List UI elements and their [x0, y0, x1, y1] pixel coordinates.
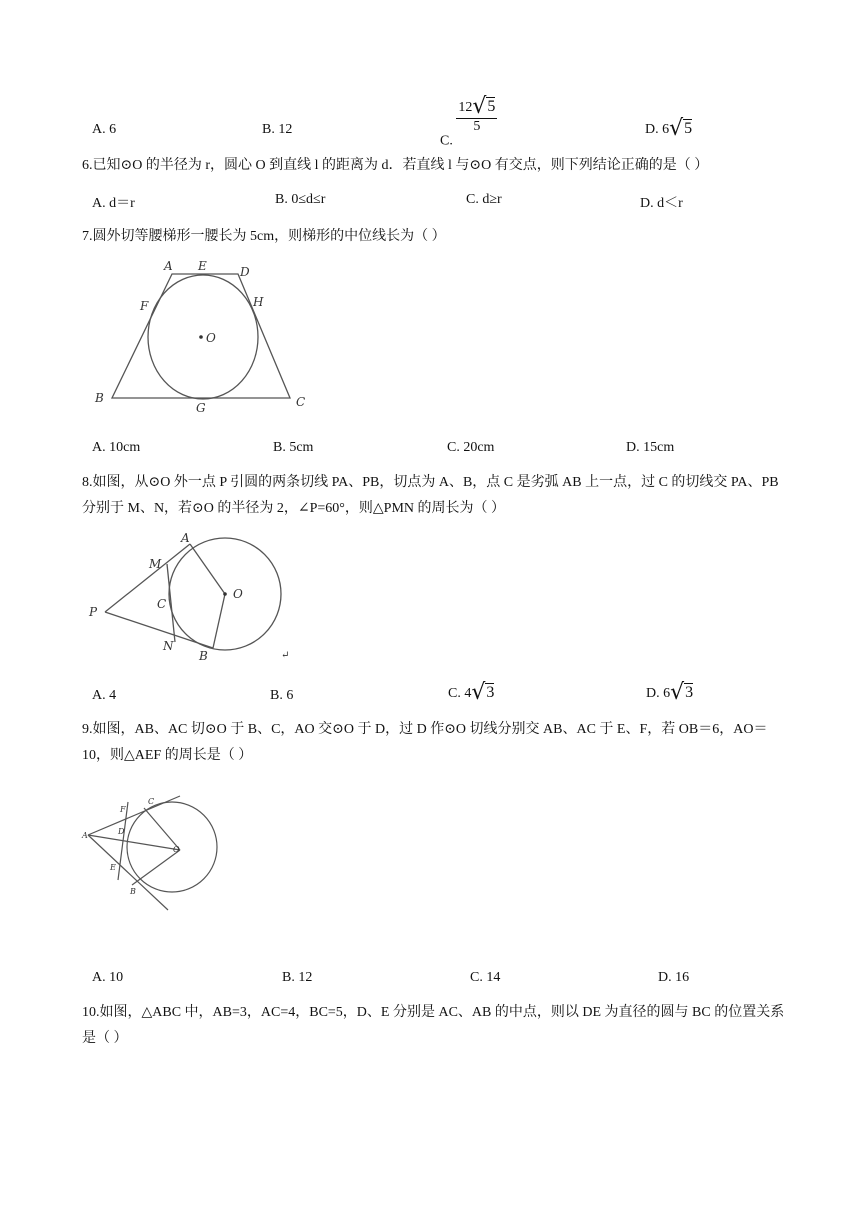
q5-c-numerator: 12: [458, 100, 473, 115]
q7-label-g: G: [196, 401, 206, 415]
q8-label-o: O: [233, 587, 243, 601]
q8-d-radicand: 3: [685, 684, 694, 701]
q8-option-d: D. 6√3: [646, 680, 694, 705]
q8-figure: [85, 528, 305, 668]
q8-label-c: C: [157, 597, 167, 611]
q5-option-a: A. 6: [92, 122, 117, 137]
q7-label-d: D: [240, 265, 250, 279]
q7-label-f: F: [140, 299, 149, 313]
q8-label-a: A: [181, 531, 190, 545]
q9-figure: [80, 790, 240, 920]
q8-return-mark: ↵: [281, 650, 290, 661]
q9-label-e: E: [110, 863, 116, 872]
q7-figure: [90, 250, 330, 420]
q7-label-c: C: [296, 395, 306, 409]
q5-d-radicand: 5: [684, 120, 693, 137]
q7-option-b: B. 5cm: [273, 440, 314, 455]
q8-label-m: M: [149, 557, 162, 571]
q8-option-c: C. 4√3: [448, 680, 495, 705]
q9-option-a: A. 10: [92, 970, 124, 985]
q5-option-d-label: D. 6: [645, 122, 670, 137]
q5-option-d: D. 6√5: [645, 116, 693, 141]
q7-label-o: O: [206, 331, 216, 345]
q6-stem: 6.已知⊙O 的半径为 r，圆心 O 到直线 l 的距离为 d．若直线 l 与⊙O 有交点，则下列结论正确的是（ ）: [82, 158, 709, 173]
q8-label-n: N: [163, 639, 174, 653]
q8-stem: 8.如图，从⊙O 外一点 P 引圆的两条切线 PA、PB，切点为 A、B，点 C 是劣弧 AB 上一点，过 C 的切线交 PA、PB 分别于 M、N，若⊙O 的半径为 2，∠P=60°，则△PMN 的周长为（ ）: [82, 475, 779, 516]
q7-label-h: H: [253, 295, 264, 309]
q8-c-radicand: 3: [486, 684, 495, 701]
q9-option-c: C. 14: [470, 970, 501, 985]
q9-option-b: B. 12: [282, 970, 313, 985]
q5-option-c-fraction: $\frac{12√5}{5}$: [458, 94, 496, 134]
q7-label-a: A: [164, 259, 173, 273]
q6-option-d: D. d＜r: [640, 196, 683, 211]
q7-option-c: C. 20cm: [447, 440, 495, 455]
q10-stem: 10.如图，△ABC 中，AB=3，AC=4，BC=5，D、E 分别是 AC、AB 的中点，则以 DE 为直径的圆与 BC 的位置关系是（ ）: [82, 1005, 785, 1046]
q8-option-c-label: C. 4: [448, 686, 472, 701]
q7-label-b: B: [95, 391, 104, 405]
q7-option-a: A. 10cm: [92, 440, 141, 455]
q8-option-b: B. 6: [270, 688, 294, 703]
q5-option-b: B. 12: [262, 122, 293, 137]
q6-option-b: B. 0≤d≤r: [275, 192, 326, 207]
q5-option-c-label: C.: [440, 133, 453, 149]
q8-option-d-label: D. 6: [646, 686, 671, 701]
q9-label-o: O: [173, 845, 180, 854]
q9-stem: 9.如图，AB、AC 切⊙O 于 B、C，AO 交⊙O 于 D，过 D 作⊙O 切线分别交 AB、AC 于 E、F，若 OB＝6，AO＝10，则△AEF 的周长是（ ）: [82, 722, 768, 763]
q9-option-d: D. 16: [658, 970, 690, 985]
q9-label-b: B: [130, 887, 136, 896]
q9-label-d: D: [118, 827, 125, 836]
q9-label-f: F: [120, 805, 126, 814]
q9-label-c: C: [148, 797, 155, 806]
q8-label-p: P: [89, 605, 98, 619]
q5-c-denominator: 5: [473, 119, 481, 134]
q7-label-e: E: [198, 259, 207, 273]
q8-option-a: A. 4: [92, 688, 117, 703]
q9-label-a: A: [82, 831, 88, 840]
q6-option-a: A. d＝r: [92, 196, 135, 211]
q6-option-c: C. d≥r: [466, 192, 502, 207]
q5-c-radicand: 5: [487, 98, 496, 115]
q8-label-b: B: [199, 649, 208, 663]
q7-option-d: D. 15cm: [626, 440, 675, 455]
q5-option-c: [440, 96, 497, 150]
q7-stem: 7.圆外切等腰梯形一腰长为 5cm，则梯形的中位线长为（ ）: [82, 229, 446, 244]
